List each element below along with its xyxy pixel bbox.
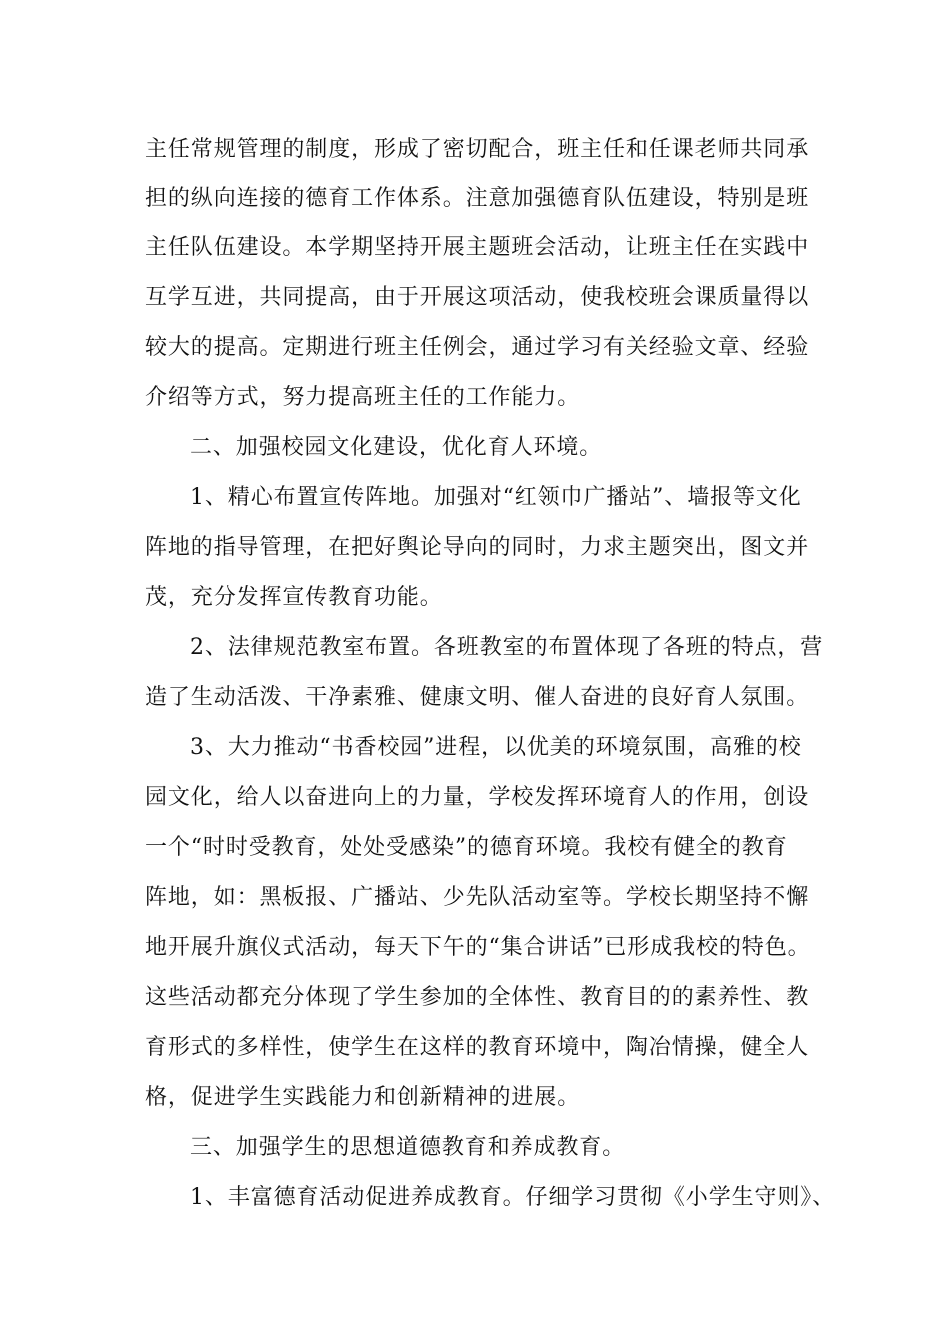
text-line: 地开展升旗仪式活动，每天下午的“集合讲话”已形成我校的特色。	[145, 935, 811, 960]
text-line: 这些活动都充分体现了学生参加的全体性、教育目的的素养性、教	[145, 985, 810, 1010]
text-line: 互学互进，共同提高，由于开展这项活动，使我校班会课质量得以	[145, 285, 810, 310]
text-line: 格，促进学生实践能力和创新精神的进展。	[145, 1085, 581, 1110]
text-line: 3、大力推动“书香校园”进程，以优美的环境氛围，高雅的校	[190, 735, 802, 760]
text-line: 主任常规管理的制度，形成了密切配合，班主任和任课老师共同承	[145, 137, 810, 162]
text-line: 较大的提高。定期进行班主任例会，通过学习有关经验文章、经验	[145, 335, 810, 360]
text-line: 2、法律规范教室布置。各班教室的布置体现了各班的特点，营	[190, 635, 824, 660]
text-line: 造了生动活泼、干净素雅、健康文明、催人奋进的良好育人氛围。	[145, 685, 810, 710]
text-line: 阵地，如：黑板报、广播站、少先队活动室等。学校长期坚持不懈	[145, 885, 810, 910]
text-line: 1、精心布置宣传阵地。加强对“红领巾广播站”、墙报等文化	[190, 485, 802, 510]
section-heading: 三、加强学生的思想道德教育和养成教育。	[190, 1135, 626, 1160]
text-line: 园文化，给人以奋进向上的力量，学校发挥环境育人的作用，创设	[145, 785, 810, 810]
section-heading: 二、加强校园文化建设，优化育人环境。	[190, 435, 603, 460]
text-line: 主任队伍建设。本学期坚持开展主题班会活动，让班主任在实践中	[145, 235, 810, 260]
text-line: 育形式的多样性，使学生在这样的教育环境中，陶冶情操，健全人	[145, 1035, 810, 1060]
text-line: 介绍等方式，努力提高班主任的工作能力。	[145, 385, 581, 410]
text-line: 茂，充分发挥宣传教育功能。	[145, 585, 443, 610]
text-line: 一个“时时受教育，处处受感染”的德育环境。我校有健全的教育	[145, 835, 788, 860]
text-line: 阵地的指导管理，在把好舆论导向的同时，力求主题突出，图文并	[145, 535, 810, 560]
text-line: 1、丰富德育活动促进养成教育。仔细学习贯彻《小学生守则》、	[190, 1185, 836, 1210]
text-line: 担的纵向连接的德育工作体系。注意加强德育队伍建设，特别是班	[145, 186, 810, 211]
